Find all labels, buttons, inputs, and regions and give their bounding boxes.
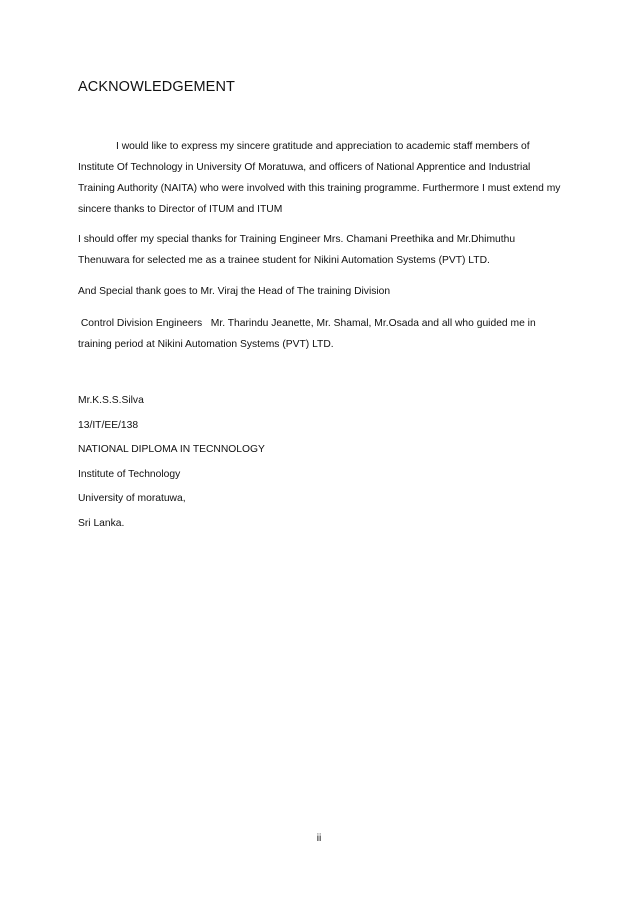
page-title: ACKNOWLEDGEMENT [78,79,235,95]
paragraph-gratitude [78,136,568,220]
paragraph-gratitude-text: I would like to express my sincere gratitude and appreciation to academic staff members of Institute Of Technology in University Of Moratuwa, and officers of National Apprentice and Industrial Training Authority (NAITA) who were involved with this training programme. Furthermore I must extend my sincere thanks to Director of ITUM and ITUM [78,141,561,215]
signature-university: University of moratuwa, [78,493,186,504]
signature-index: 13/IT/EE/138 [78,419,139,431]
page-number: ii [316,833,322,844]
signature-block [78,394,265,541]
paragraph-special-thanks: I should offer my special thanks for Training Engineer Mrs. Chamani Preethika and Mr.Dhimuthu Thenuwara for selected me as a trainee student for Nikini Automation Systems (PVT) LTD. [78,234,516,266]
paragraph-engineers: Control Division Engineers Mr. Tharindu Jeanette, Mr. Shamal, Mr.Osada and all who guided me in training period at Nikini Automation Systems (PVT) LTD. [78,318,539,350]
signature-institute: Institute of Technology [78,468,181,480]
paragraph-training-head: And Special thank goes to Mr. Viraj the Head of The training Division [78,286,391,297]
signature-program: NATIONAL DIPLOMA IN TECNNOLOGY [78,444,265,455]
signature-name: Mr.K.S.S.Silva [78,395,144,406]
signature-country: Sri Lanka. [78,517,125,529]
